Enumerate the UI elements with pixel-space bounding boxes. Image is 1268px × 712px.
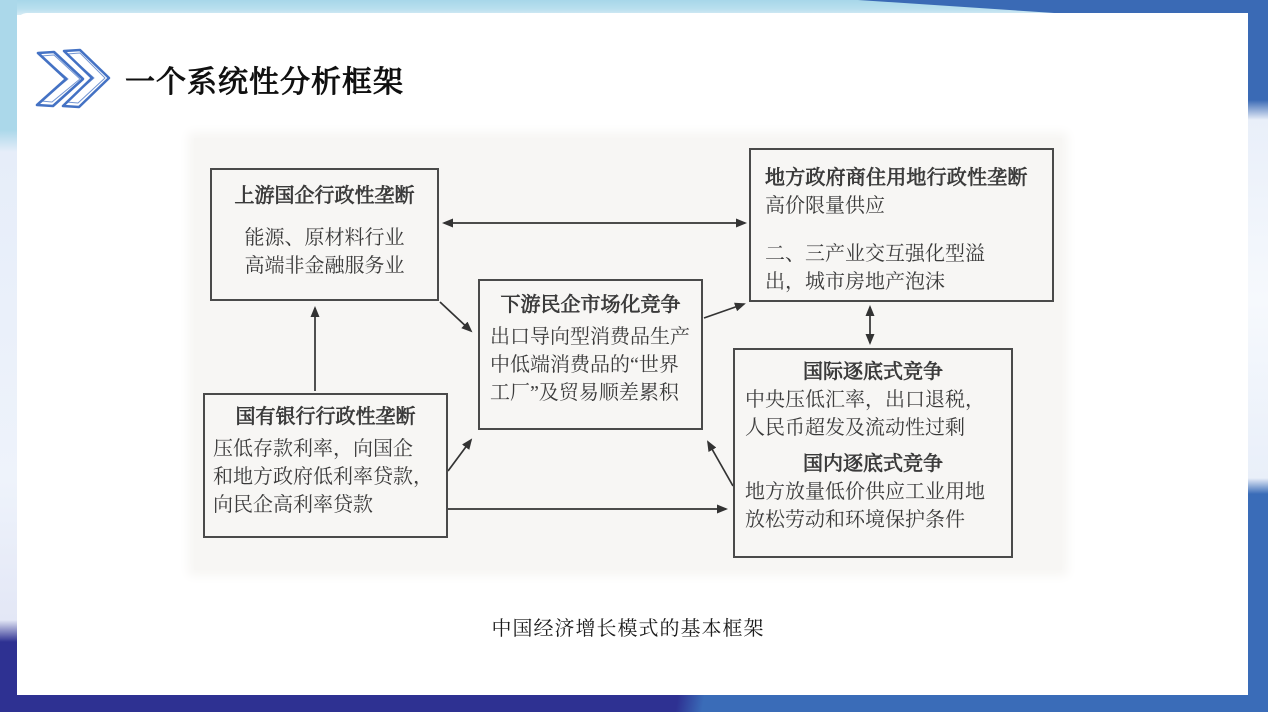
figure-caption: 中国经济增长模式的基本框架 — [491, 618, 765, 640]
box-title: 地方政府商住用地行政性垄断 — [765, 167, 1028, 189]
box-body-domestic — [735, 478, 1011, 534]
box-local-gov-land-monopoly — [749, 148, 1054, 302]
box-title-domestic: 国内逐底式竞争 — [803, 453, 943, 475]
box-body — [205, 435, 446, 519]
arrow-downstream-to-land — [704, 304, 744, 318]
arrow-competition-to-downstream — [708, 442, 733, 486]
box-race-to-bottom-competition — [733, 348, 1013, 558]
box-downstream-private-competition — [478, 279, 703, 430]
arrow-banks-to-downstream — [448, 440, 471, 471]
box-text-line: 出口导向型消费品生产 — [490, 326, 690, 348]
box-upstream-soe-monopoly — [210, 168, 439, 301]
double-chevron-icon — [33, 48, 111, 110]
page-title: 一个系统性分析框架 — [125, 66, 404, 99]
box-text-line: 向民企高利率贷款 — [213, 494, 373, 516]
box-title: 国有银行行政性垄断 — [235, 406, 416, 428]
box-text-line: 工厂”及贸易顺差累积 — [490, 382, 679, 404]
box-title-international: 国际逐底式竞争 — [803, 361, 943, 383]
box-text-line: 压低存款利率，向国企 — [213, 438, 413, 460]
box-text-line: 高端非金融服务业 — [244, 255, 405, 277]
box-text-line: 放松劳动和环境保护条件 — [745, 509, 965, 531]
box-body-international — [735, 386, 1011, 442]
box-state-bank-monopoly — [203, 393, 448, 538]
box-text-line: 二、三产业交互强化型溢 — [765, 243, 985, 265]
box-text-line: 人民币超发及流动性过剩 — [745, 417, 965, 439]
box-text-line: 出，城市房地产泡沫 — [765, 271, 945, 293]
box-title: 下游民企市场化竞争 — [500, 294, 681, 316]
arrow-upstream-to-downstream — [440, 302, 471, 331]
box-body — [480, 323, 701, 407]
box-text-line: 中央压低汇率，出口退税， — [745, 389, 985, 411]
box-text-line: 和地方政府低利率贷款， — [213, 466, 433, 488]
box-text-line: 高价限量供应 — [765, 195, 885, 217]
box-text-line: 能源、原材料行业 — [244, 227, 405, 249]
box-title: 上游国企行政性垄断 — [234, 185, 415, 207]
spacer — [765, 220, 1040, 240]
slide-header — [33, 48, 404, 110]
box-text-line: 中低端消费品的“世界 — [490, 354, 679, 376]
box-text-line: 地方放量低价供应工业用地 — [745, 481, 985, 503]
